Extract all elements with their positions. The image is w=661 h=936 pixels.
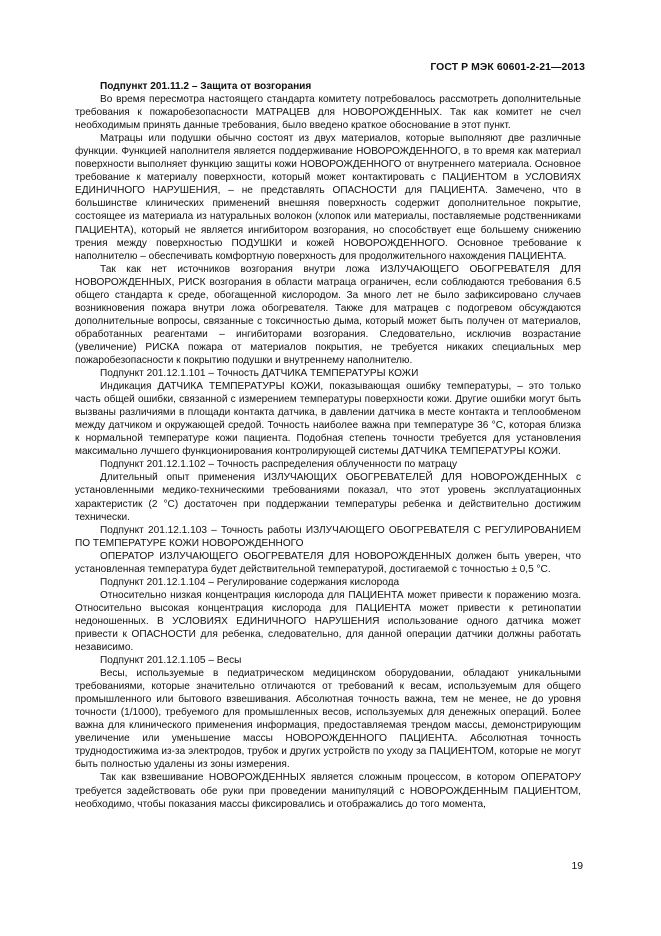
- paragraph: Индикация ДАТЧИКА ТЕМПЕРАТУРЫ КОЖИ, показывающая ошибку температуры, – это только часть общей ошибки, связанной с измерением температуры поверхности кожи. Другие ошибки могут быть вызваны различиями в площади контакта датчика, в давлении датчика в месте контакта и теплообменом между датчиком и окружающей средой. Точность наиболее важна при температуре 36 °С, которая близка к нормальной температуре кожи пациента. Подобная степень точности требуется для установления максимально лучшего функционирования контролирующей системы ДАТЧИКА ТЕМПЕРАТУРЫ КОЖИ.: [75, 381, 581, 458]
- paragraph: Относительно низкая концентрация кислорода для ПАЦИЕНТА может привести к поражению мозга. Относительно высокая концентрация кислорода для ПАЦИЕНТА может привести к ретинопатии недоношенных. В УСЛОВИЯХ ЕДИНИЧНОГО НАРУШЕНИЯ использование одного датчика может привести к ОПАСНОСТИ для ребенка, следовательно, для данной операции датчики должны работать независимо.: [75, 589, 581, 654]
- paragraph: Весы, используемые в педиатрическом медицинском оборудовании, обладают уникальными требованиями, которые значительно отличаются от требований к весам, используемым для общего промышленного или бытового взвешивания. Абсолютная точность важна, тем не менее, не до уровня точности (1/1000), требуемого для промышленных весов, используемых для денежных операций. Более важна для клинического применения информация, предоставляемая трендом массы, демонстрирующим увеличение или уменьшение массы НОВОРОЖДЕННОГО ПАЦИЕНТА. Абсолютная точность труднодостижима из-за электродов, трубок и других устройств по уходу за ПАЦИЕНТОМ, которые не могут быть полностью удалены из зоны измерения.: [75, 668, 581, 771]
- subclause-heading-201-12-1-104: Подпункт 201.12.1.104 – Регулирование содержания кислорода: [100, 576, 400, 588]
- paragraph: Матрацы или подушки обычно состоят из двух материалов, которые выполняют две различные функции. Функцией наполнителя является поддерживание НОВОРОЖДЕННОГО, в то время как материал поверхности выполняет функцию защиты кожи НОВОРОЖДЕННОГО от внутреннего материала. Основное требование к материалу поверхности, который может контактировать с ПАЦИЕНТОМ в УСЛОВИЯХ ЕДИНИЧНОГО НАРУШЕНИЯ, – не представлять ОПАСНОСТИ для ПАЦИЕНТА. Замечено, что в большинстве клинических применений внешняя поверхность содержит дополнительное покрытие, состоящее из материала из натуральных волокон (хлопок или материалы, поставляемые родственниками ПАЦИЕНТА), который не является ингибитором возгорания, но способствует еще большему снижению трения между поверхностью ПОДУШКИ и кожей НОВОРОЖДЕННОГО. Основное требование к наполнителю – обеспечивать комфортную поверхность для продолжительного нахождения ПАЦИЕНТА.: [75, 133, 581, 262]
- paragraph: Длительный опыт применения ИЗЛУЧАЮЩИХ ОБОГРЕВАТЕЛЕЙ ДЛЯ НОВОРОЖДЕННЫХ с установленными медико-техническими требованиями показал, что этот уровень эксплуатационных характеристик (2 °С) достаточен при поддержании температуры ребенка и действительно достижим технически.: [75, 472, 581, 523]
- paragraph: Во время пересмотра настоящего стандарта комитету потребовалось рассмотреть дополнительные требования к пожаробезопасности МАТРАЦЕВ для НОВОРОЖДЕННЫХ. Так как комитет не счел необходимым принять данные требования, было введено краткое обоснование в этот пункт.: [75, 94, 581, 132]
- paragraph: Так как нет источников возгорания внутри ложа ИЗЛУЧАЮЩЕГО ОБОГРЕВАТЕЛЯ ДЛЯ НОВОРОЖДЕННЫХ, РИСК возгорания в области матраца ограничен, если соблюдаются требования 6.5 общего стандарта к среде, обогащенной кислородом. За много лет не было зафиксировано случаев возникновения пожара внутри ложа обогревателя. Также для матрацев с подогревом обсуждаются дополнительные вопросы, связанные с токсичностью дыма, который может быть получен от материалов, обработанных реагентами – ингибиторами возгорания. Следовательно, исключив возрастание (увеличение) РИСКА пожара от материалов покрытия, не требуется никаких специальных мер пожаробезопасности к покрытию подушки и внутреннему наполнителю.: [75, 263, 581, 366]
- subclause-heading-201-12-1-105: Подпункт 201.12.1.105 – Весы: [100, 655, 242, 667]
- paragraph: ОПЕРАТОР ИЗЛУЧАЮЩЕГО ОБОГРЕВАТЕЛЯ ДЛЯ НОВОРОЖДЕННЫХ должен быть уверен, что установленная температура будет действительной температурой, достигаемой с точностью ± 0,5 °С.: [75, 550, 581, 575]
- subclause-heading-201-12-1-101: Подпункт 201.12.1.101 – Точность ДАТЧИКА ТЕМПЕРАТУРЫ КОЖИ: [100, 368, 419, 380]
- paragraph: Так как взвешивание НОВОРОЖДЕННЫХ является сложным процессом, в котором ОПЕРАТОРУ требуется задействовать обе руки при проведении манипуляций с НОВОРОЖДЕННЫМ ПАЦИЕНТОМ, необходимо, чтобы показания массы фиксировались и отображались до того момента,: [75, 772, 581, 810]
- document-body: [75, 80, 581, 811]
- page-number: 19: [571, 861, 583, 872]
- document-header: ГОСТ Р МЭК 60601-2-21—2013: [430, 62, 585, 73]
- subclause-heading-201-12-1-102: Подпункт 201.12.1.102 – Точность распределения облученности по матрацу: [100, 459, 458, 471]
- subclause-heading-201-11-2: Подпункт 201.11.2 – Защита от возгорания: [100, 81, 312, 92]
- subclause-heading-201-12-1-103: Подпункт 201.12.1.103 – Точность работы ИЗЛУЧАЮЩЕГО ОБОГРЕВАТЕЛЯ С РЕГУЛИРОВАНИЕМ ПО ТЕМПЕРАТУРЕ КОЖИ НОВОРОЖДЕННОГО: [75, 524, 581, 549]
